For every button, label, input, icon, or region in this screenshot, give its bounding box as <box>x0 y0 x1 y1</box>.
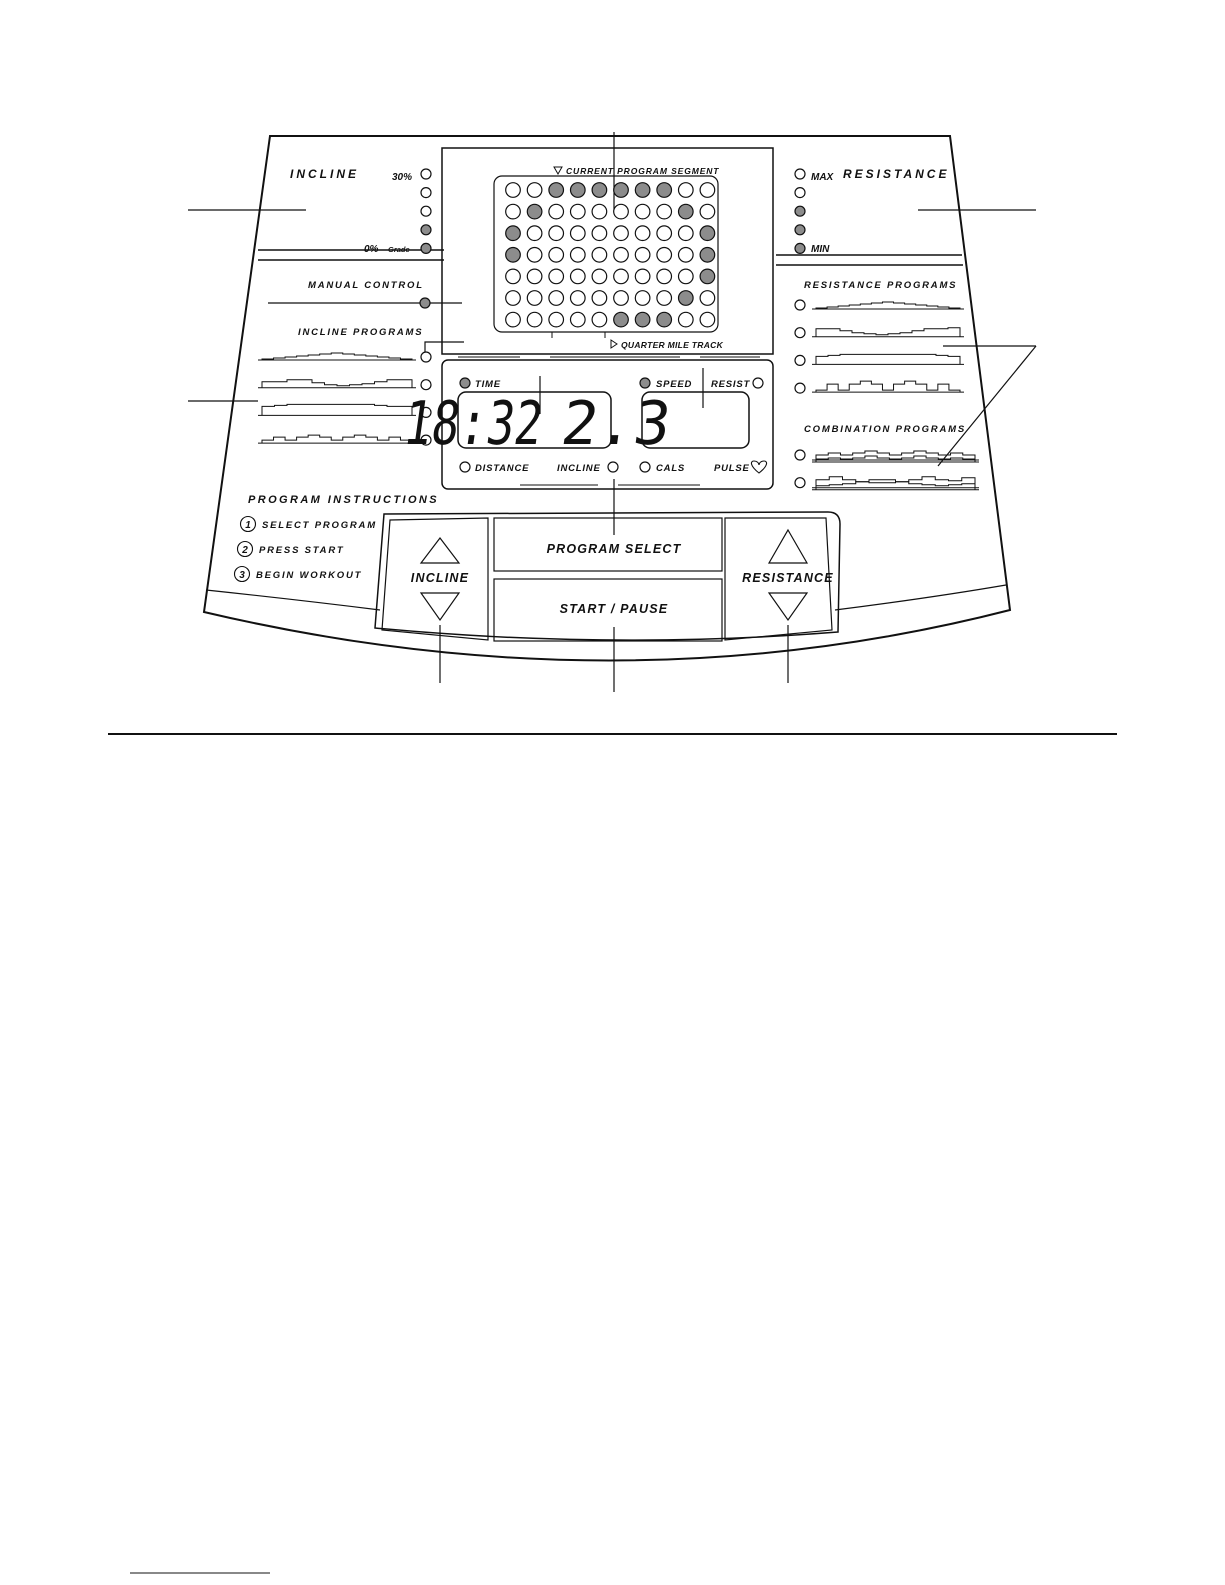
resistance-program-list[interactable] <box>795 300 964 393</box>
matrix-led <box>614 226 629 241</box>
matrix-top-label: CURRENT PROGRAM SEGMENT <box>566 166 720 176</box>
resistance-program-led[interactable] <box>795 383 805 393</box>
triangle-right-icon <box>611 340 617 348</box>
matrix-led <box>700 269 715 284</box>
profile-graph-icon <box>816 328 960 337</box>
matrix-led <box>657 248 672 263</box>
matrix-led <box>614 312 629 327</box>
resist-indicator-led <box>753 378 763 388</box>
matrix-led <box>506 183 521 198</box>
matrix-window <box>442 148 773 354</box>
matrix-led <box>679 248 694 263</box>
matrix-led <box>527 291 542 306</box>
matrix-led <box>527 312 542 327</box>
matrix-led <box>549 204 564 219</box>
resistance-level-led <box>795 243 805 253</box>
matrix-led <box>679 204 694 219</box>
resistance-level-leds <box>795 169 805 253</box>
resistance-up-arrow-icon[interactable] <box>769 530 807 563</box>
incline-up-arrow-icon[interactable] <box>421 538 459 563</box>
matrix-led <box>506 269 521 284</box>
resistance-level-led <box>795 188 805 198</box>
step-text: PRESS START <box>259 545 345 556</box>
incline-level-led <box>421 206 431 216</box>
cals-label: CALS <box>656 463 686 474</box>
matrix-led <box>506 291 521 306</box>
matrix-led <box>571 269 586 284</box>
incline-top-label: 30% <box>392 172 413 183</box>
led-matrix <box>506 183 715 327</box>
matrix-led <box>679 269 694 284</box>
profile-graph-icon <box>816 456 975 460</box>
matrix-led <box>506 226 521 241</box>
matrix-led <box>571 183 586 198</box>
matrix-led <box>635 291 650 306</box>
incline-level-led <box>421 225 431 235</box>
incline-program-led[interactable] <box>421 380 431 390</box>
matrix-led <box>571 204 586 219</box>
matrix-led <box>700 312 715 327</box>
manual-control-label: MANUAL CONTROL <box>308 280 424 291</box>
matrix-led <box>571 291 586 306</box>
matrix-led <box>527 248 542 263</box>
combination-program-list[interactable] <box>795 450 979 490</box>
profile-graph-icon <box>262 435 412 443</box>
matrix-bottom-label: QUARTER MILE TRACK <box>621 340 724 350</box>
matrix-led <box>635 248 650 263</box>
matrix-led <box>571 312 586 327</box>
resistance-level-led <box>795 225 805 235</box>
matrix-led <box>527 204 542 219</box>
resistance-level-led <box>795 169 805 179</box>
time-value: 18:32 <box>399 389 590 459</box>
matrix-led <box>614 248 629 263</box>
triangle-down-icon <box>554 167 562 174</box>
heart-icon <box>751 461 766 473</box>
step-text: SELECT PROGRAM <box>262 520 377 531</box>
matrix-led <box>527 183 542 198</box>
matrix-led <box>657 312 672 327</box>
matrix-led <box>657 204 672 219</box>
matrix-led <box>679 226 694 241</box>
matrix-led <box>549 291 564 306</box>
incline-bottom-suffix: Grade <box>388 245 410 254</box>
incline-bottom-label: 0% <box>364 244 379 255</box>
step-number: 1 <box>245 520 251 531</box>
profile-graph-icon <box>816 302 960 309</box>
matrix-led <box>679 183 694 198</box>
resistance-panel-title: RESISTANCE <box>843 167 950 181</box>
incline-panel-title: INCLINE <box>290 167 359 181</box>
resistance-button-label: RESISTANCE <box>742 571 834 585</box>
incline-button-label: INCLINE <box>410 571 470 585</box>
matrix-led <box>506 248 521 263</box>
combination-program-led[interactable] <box>795 478 805 488</box>
pulse-label: PULSE <box>714 463 750 474</box>
profile-graph-icon <box>262 404 412 415</box>
matrix-led <box>506 204 521 219</box>
matrix-led <box>700 226 715 241</box>
time-indicator-led <box>460 378 470 388</box>
profile-graph-icon <box>816 354 960 364</box>
profile-graph-icon <box>262 353 412 360</box>
matrix-led <box>571 248 586 263</box>
matrix-led <box>549 269 564 284</box>
resistance-program-led[interactable] <box>795 300 805 310</box>
speed-indicator-led <box>640 378 650 388</box>
matrix-led <box>679 291 694 306</box>
profile-graph-icon <box>816 381 960 392</box>
matrix-led <box>527 226 542 241</box>
matrix-led <box>592 312 607 327</box>
resistance-program-led[interactable] <box>795 355 805 365</box>
instructions-title: PROGRAM INSTRUCTIONS <box>248 494 439 506</box>
resistance-bottom-label: MIN <box>811 244 830 255</box>
cals-indicator-led <box>640 462 650 472</box>
resistance-top-label: MAX <box>811 172 834 183</box>
incline-level-led <box>421 243 431 253</box>
matrix-led <box>592 269 607 284</box>
combination-programs-label: COMBINATION PROGRAMS <box>804 424 966 435</box>
instruction-steps <box>235 517 377 582</box>
matrix-led <box>657 269 672 284</box>
matrix-led <box>657 183 672 198</box>
resistance-down-arrow-icon[interactable] <box>769 593 807 620</box>
matrix-led <box>614 291 629 306</box>
program-select-label[interactable]: PROGRAM SELECT <box>546 542 682 556</box>
distance-label: DISTANCE <box>475 463 530 474</box>
incline-program-led[interactable] <box>421 352 431 362</box>
matrix-led <box>614 183 629 198</box>
manual-control-led[interactable] <box>420 298 430 308</box>
time-label: TIME <box>475 379 501 390</box>
matrix-led <box>635 226 650 241</box>
matrix-led <box>549 226 564 241</box>
matrix-led <box>679 312 694 327</box>
step-text: BEGIN WORKOUT <box>256 570 363 581</box>
matrix-led <box>635 183 650 198</box>
matrix-led <box>657 291 672 306</box>
distance-indicator-led <box>460 462 470 472</box>
speed-value: 2.3 <box>557 389 676 459</box>
matrix-led <box>700 291 715 306</box>
matrix-led <box>549 183 564 198</box>
matrix-led <box>506 312 521 327</box>
resist-label: RESIST <box>711 379 751 390</box>
matrix-led <box>635 269 650 284</box>
start-pause-label[interactable]: START / PAUSE <box>559 602 669 616</box>
combination-program-led[interactable] <box>795 450 805 460</box>
incline-display-label: INCLINE <box>557 463 601 474</box>
matrix-led <box>614 269 629 284</box>
incline-down-arrow-icon[interactable] <box>421 593 459 620</box>
incline-programs-label: INCLINE PROGRAMS <box>298 327 424 338</box>
matrix-led <box>592 204 607 219</box>
resistance-programs-label: RESISTANCE PROGRAMS <box>804 280 958 291</box>
matrix-led <box>527 269 542 284</box>
incline-level-leds <box>421 169 431 253</box>
matrix-led <box>549 248 564 263</box>
resistance-level-led <box>795 206 805 216</box>
matrix-led <box>614 204 629 219</box>
matrix-led <box>700 248 715 263</box>
matrix-led <box>592 248 607 263</box>
matrix-led <box>592 183 607 198</box>
resistance-program-led[interactable] <box>795 328 805 338</box>
incline-indicator-led <box>608 462 618 472</box>
matrix-led <box>635 312 650 327</box>
matrix-led <box>592 291 607 306</box>
matrix-led <box>700 204 715 219</box>
step-number: 3 <box>239 570 245 581</box>
matrix-led <box>635 204 650 219</box>
matrix-led <box>700 183 715 198</box>
matrix-led <box>657 226 672 241</box>
matrix-led <box>592 226 607 241</box>
speed-label: SPEED <box>656 379 693 390</box>
incline-level-led <box>421 188 431 198</box>
matrix-led <box>549 312 564 327</box>
matrix-led <box>571 226 586 241</box>
profile-graph-icon <box>262 380 412 388</box>
step-number: 2 <box>242 545 248 556</box>
incline-level-led <box>421 169 431 179</box>
